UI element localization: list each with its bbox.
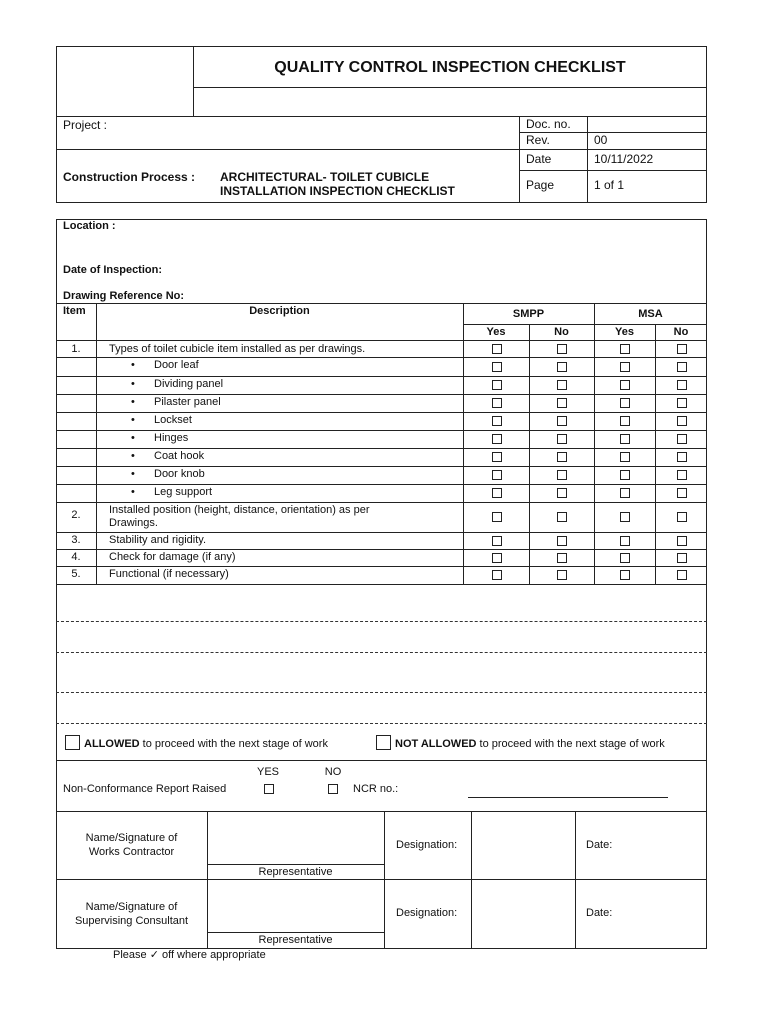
bullet-icon: • <box>131 468 135 480</box>
not-allowed-rest: to proceed with the next stage of work <box>479 738 665 750</box>
rep-line-1 <box>207 864 384 865</box>
contractor-label-2: Works Contractor <box>88 846 175 858</box>
msa-yes-checkbox[interactable] <box>620 536 630 546</box>
smpp-yes-checkbox[interactable] <box>492 470 502 480</box>
table-top-line <box>56 303 707 304</box>
smpp-yes-checkbox[interactable] <box>492 570 502 580</box>
msa-no-checkbox[interactable] <box>677 452 687 462</box>
msa-no-header: No <box>673 326 689 338</box>
logo-cell-divider <box>193 46 194 116</box>
ncr-yes-checkbox[interactable] <box>264 784 274 794</box>
msa-no-checkbox[interactable] <box>677 570 687 580</box>
allowed-rest: to proceed with the next stage of work <box>142 738 328 750</box>
row-divider <box>56 549 707 550</box>
row-divider <box>56 412 707 413</box>
row-description: Coat hook <box>154 450 205 462</box>
row-divider <box>56 502 707 503</box>
msa-yes-checkbox[interactable] <box>620 488 630 498</box>
row-divider <box>56 376 707 377</box>
row-divider <box>56 484 707 485</box>
page-label: Page <box>526 178 555 192</box>
smpp-yes-header: Yes <box>486 326 506 338</box>
row-item-number: 3. <box>71 534 81 546</box>
designation-label-2: Designation: <box>396 907 458 919</box>
row-divider <box>56 357 707 358</box>
smpp-no-checkbox[interactable] <box>557 434 567 444</box>
date-label: Date <box>526 152 552 166</box>
smpp-no-checkbox[interactable] <box>557 362 567 372</box>
remarks-line-4 <box>56 723 707 724</box>
doc-grid-mid <box>587 116 588 203</box>
rep-line-2 <box>207 932 384 933</box>
msa-no-checkbox[interactable] <box>677 344 687 354</box>
smpp-no-checkbox[interactable] <box>557 416 567 426</box>
msa-no-checkbox[interactable] <box>677 488 687 498</box>
row-divider <box>56 394 707 395</box>
msa-yes-checkbox[interactable] <box>620 380 630 390</box>
not-allowed-checkbox[interactable] <box>376 735 391 750</box>
bullet-icon: • <box>131 486 135 498</box>
doc-grid-line <box>519 170 707 171</box>
smpp-no-checkbox[interactable] <box>557 512 567 522</box>
ncr-no-label: NO <box>324 766 342 778</box>
msa-no-checkbox[interactable] <box>677 512 687 522</box>
table-bottom-line <box>56 584 707 585</box>
rev-value: 00 <box>594 133 608 147</box>
smpp-yes-checkbox[interactable] <box>492 398 502 408</box>
msa-yes-checkbox[interactable] <box>620 452 630 462</box>
sig-col-1 <box>207 811 208 949</box>
date-value: 10/11/2022 <box>594 152 654 166</box>
smpp-yes-checkbox[interactable] <box>492 488 502 498</box>
representative-label-1: Representative <box>258 866 333 878</box>
msa-yes-checkbox[interactable] <box>620 434 630 444</box>
msa-no-checkbox[interactable] <box>677 362 687 372</box>
msa-no-checkbox[interactable] <box>677 553 687 563</box>
msa-yes-checkbox[interactable] <box>620 512 630 522</box>
ncr-no-checkbox[interactable] <box>328 784 338 794</box>
row-description: Types of toilet cubicle item installed as per drawings. <box>109 343 366 355</box>
doc-grid-left <box>519 116 520 203</box>
smpp-no-header: No <box>554 326 569 338</box>
row-description: Stability and rigidity. <box>109 534 207 546</box>
col-line-group <box>594 303 595 584</box>
row-description: Pilaster panel <box>154 396 221 408</box>
col-item-header: Item <box>63 305 86 317</box>
msa-no-checkbox[interactable] <box>677 434 687 444</box>
row-item-number: 2. <box>71 509 81 521</box>
table-subheader-line <box>463 324 707 325</box>
smpp-no-checkbox[interactable] <box>557 488 567 498</box>
row-description: Hinges <box>154 432 189 444</box>
group-msa-header: MSA <box>638 308 663 320</box>
date-of-inspection-label: Date of Inspection: <box>63 264 163 276</box>
msa-yes-checkbox[interactable] <box>620 416 630 426</box>
smpp-no-checkbox[interactable] <box>557 570 567 580</box>
row-item-number: 5. <box>71 568 81 580</box>
remarks-line-2 <box>56 652 707 653</box>
process-value-line2: INSTALLATION INSPECTION CHECKLIST <box>220 184 455 198</box>
msa-no-checkbox[interactable] <box>677 470 687 480</box>
row-description: Door knob <box>154 468 205 480</box>
table-header-bottom <box>56 340 707 341</box>
bullet-icon: • <box>131 396 135 408</box>
msa-yes-checkbox[interactable] <box>620 553 630 563</box>
col-line-item <box>96 303 97 584</box>
ncr-label: Non-Conformance Report Raised <box>63 783 227 795</box>
allowed-checkbox[interactable] <box>65 735 80 750</box>
ncr-no-field-label: NCR no.: <box>353 783 399 795</box>
msa-yes-checkbox[interactable] <box>620 570 630 580</box>
msa-yes-checkbox[interactable] <box>620 398 630 408</box>
msa-yes-checkbox[interactable] <box>620 344 630 354</box>
bullet-icon: • <box>131 359 135 371</box>
smpp-yes-checkbox[interactable] <box>492 536 502 546</box>
col-description-header: Description <box>249 305 310 317</box>
smpp-yes-checkbox[interactable] <box>492 434 502 444</box>
date-label-2: Date: <box>586 907 613 919</box>
col-line-desc <box>463 303 464 584</box>
footer-note: Please ✓ off where appropriate <box>113 949 266 961</box>
designation-label-1: Designation: <box>396 839 458 851</box>
location-label: Location : <box>63 220 116 232</box>
row-description-line2: Drawings. <box>109 517 158 529</box>
msa-yes-checkbox[interactable] <box>620 362 630 372</box>
row-item-number: 1. <box>71 343 81 355</box>
sig-col-4 <box>575 811 576 949</box>
smpp-no-checkbox[interactable] <box>557 380 567 390</box>
row-divider <box>56 430 707 431</box>
row-description: Door leaf <box>154 359 199 371</box>
smpp-no-checkbox[interactable] <box>557 470 567 480</box>
remarks-line-1 <box>56 621 707 622</box>
not-allowed-bold: NOT ALLOWED <box>395 738 477 750</box>
smpp-no-checkbox[interactable] <box>557 344 567 354</box>
smpp-yes-checkbox[interactable] <box>492 344 502 354</box>
process-label: Construction Process : <box>63 170 196 184</box>
allowed-text <box>84 738 328 751</box>
allowed-bold: ALLOWED <box>84 738 140 750</box>
project-label: Project : <box>63 118 108 132</box>
page-value: 1 of 1 <box>594 178 625 192</box>
drawing-reference-label: Drawing Reference No: <box>63 290 185 302</box>
doc-no-label: Doc. no. <box>526 117 571 131</box>
row-divider <box>56 466 707 467</box>
bullet-icon: • <box>131 450 135 462</box>
process-value-line1: ARCHITECTURAL- TOILET CUBICLE <box>220 170 430 184</box>
msa-yes-checkbox[interactable] <box>620 470 630 480</box>
row-description: Lockset <box>154 414 192 426</box>
sig-row-divider <box>56 879 707 880</box>
decision-divider <box>56 760 707 761</box>
ncr-number-field[interactable] <box>468 797 668 798</box>
ncr-yes-label: YES <box>256 766 279 778</box>
process-divider <box>56 149 707 150</box>
page-title: QUALITY CONTROL INSPECTION CHECKLIST <box>274 59 626 76</box>
msa-no-checkbox[interactable] <box>677 380 687 390</box>
sig-col-3 <box>471 811 472 949</box>
smpp-yes-checkbox[interactable] <box>492 362 502 372</box>
contractor-label-1: Name/Signature of <box>85 832 178 844</box>
row-divider <box>56 566 707 567</box>
row-divider <box>56 448 707 449</box>
msa-yes-header: Yes <box>615 326 634 338</box>
smpp-no-checkbox[interactable] <box>557 553 567 563</box>
consultant-label-1: Name/Signature of <box>85 901 178 913</box>
date-label-1: Date: <box>586 839 613 851</box>
smpp-no-checkbox[interactable] <box>557 398 567 408</box>
bullet-icon: • <box>131 414 135 426</box>
representative-label-2: Representative <box>258 934 333 946</box>
msa-no-checkbox[interactable] <box>677 416 687 426</box>
row-description: Leg support <box>154 486 213 498</box>
not-allowed-text <box>395 738 665 751</box>
consultant-label-2: Supervising Consultant <box>74 915 189 927</box>
row-item-number: 4. <box>71 551 81 563</box>
row-description: Dividing panel <box>154 378 224 390</box>
sig-col-2 <box>384 811 385 949</box>
row-description: Functional (if necessary) <box>109 568 229 580</box>
row-description: Installed position (height, distance, orientation) as per <box>109 504 370 516</box>
smpp-yes-checkbox[interactable] <box>492 380 502 390</box>
smpp-yes-checkbox[interactable] <box>492 452 502 462</box>
msa-no-checkbox[interactable] <box>677 398 687 408</box>
msa-no-checkbox[interactable] <box>677 536 687 546</box>
remarks-line-3 <box>56 692 707 693</box>
smpp-yes-checkbox[interactable] <box>492 416 502 426</box>
smpp-yes-checkbox[interactable] <box>492 512 502 522</box>
rev-label: Rev. <box>526 133 550 147</box>
row-description: Check for damage (if any) <box>109 551 236 563</box>
header-divider <box>56 116 707 117</box>
smpp-yes-checkbox[interactable] <box>492 553 502 563</box>
col-line-smpp <box>529 324 530 584</box>
row-divider <box>56 532 707 533</box>
smpp-no-checkbox[interactable] <box>557 536 567 546</box>
ncr-divider <box>56 811 707 812</box>
col-line-msa <box>655 324 656 584</box>
bullet-icon: • <box>131 432 135 444</box>
title-divider <box>193 87 707 88</box>
bullet-icon: • <box>131 378 135 390</box>
group-smpp-header: SMPP <box>512 308 545 320</box>
smpp-no-checkbox[interactable] <box>557 452 567 462</box>
